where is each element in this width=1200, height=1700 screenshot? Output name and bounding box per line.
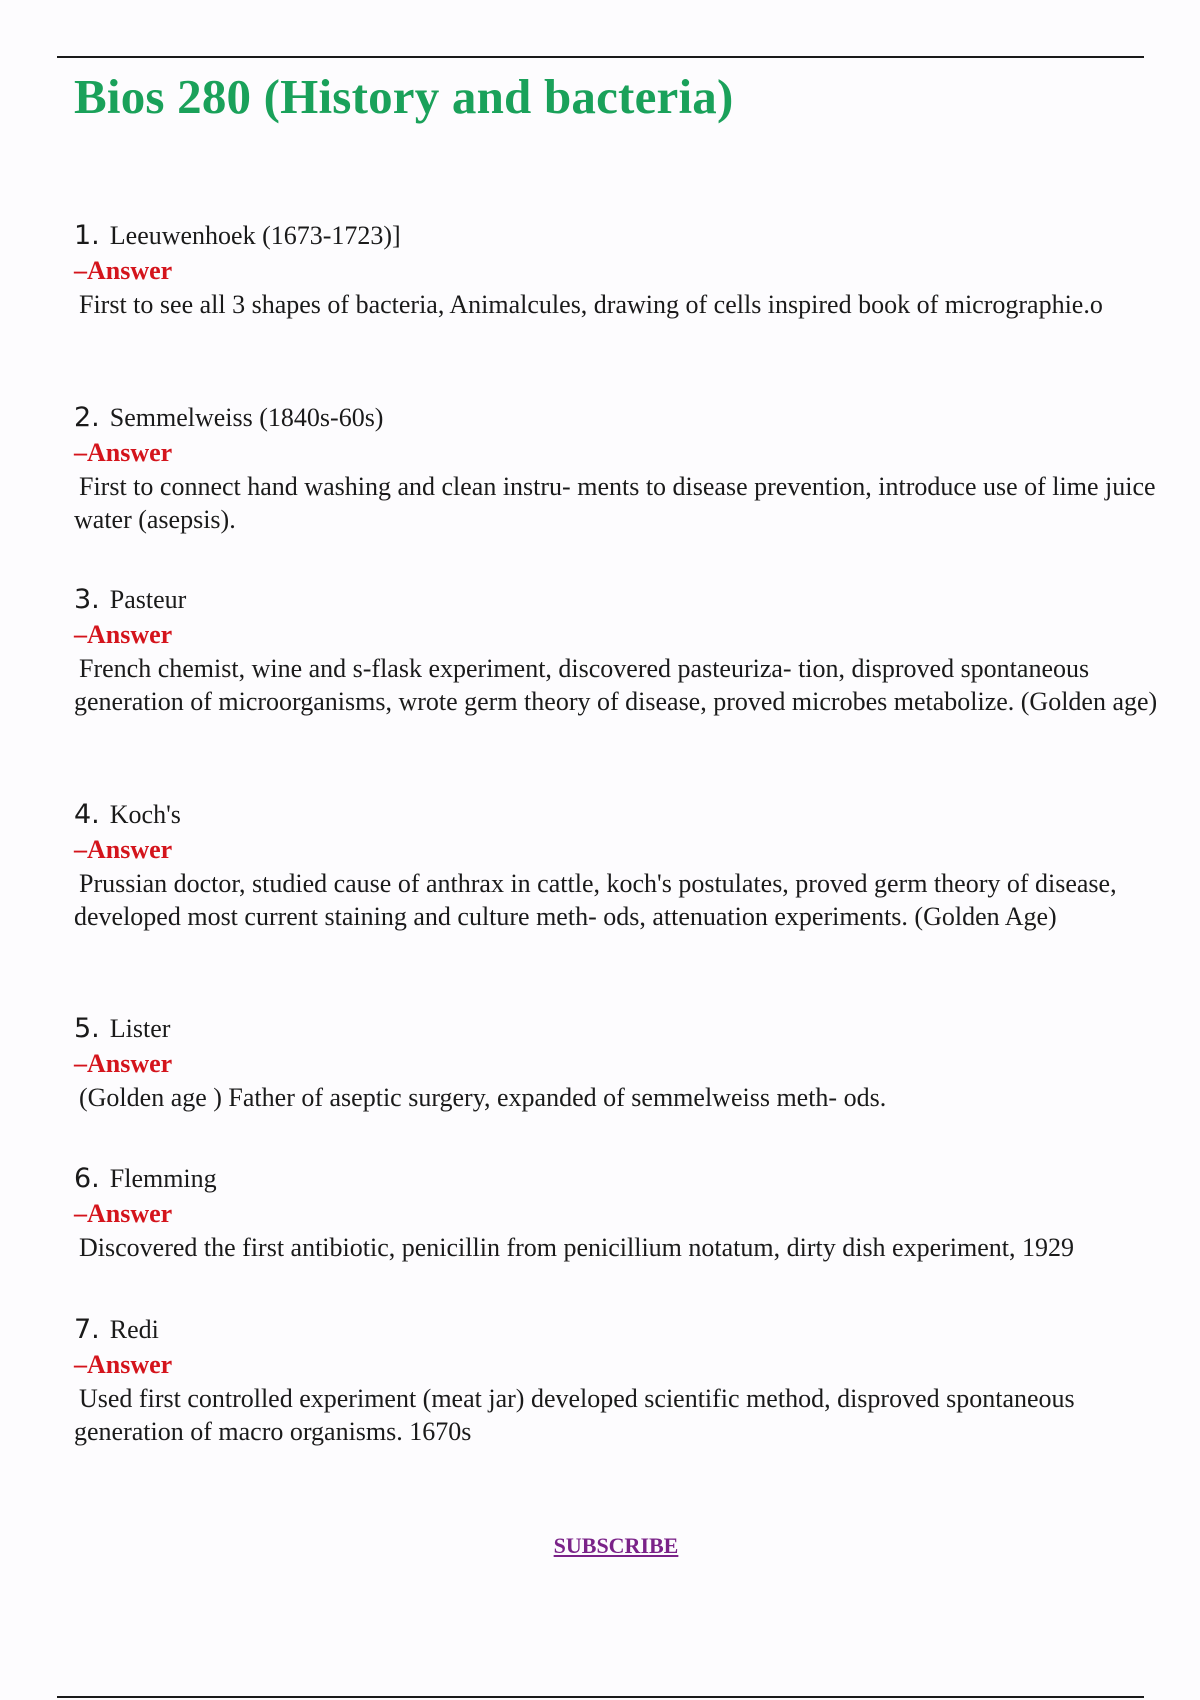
- question-line: [74, 1163, 1164, 1199]
- question-text: Leeuwenhoek (1673-1723)]: [109, 221, 401, 250]
- top-rule: [57, 56, 1144, 58]
- answer-label: –Answer: [74, 1049, 173, 1078]
- answer-label: –Answer: [74, 438, 173, 467]
- question-line: [74, 799, 1164, 835]
- question-number: 4.: [74, 799, 100, 830]
- question-text: Pasteur: [109, 585, 187, 614]
- question-line: [74, 402, 1164, 438]
- answer-text: Discovered the first antibiotic, penicillin from penicillium notatum, dirty dish experiment, 1929: [79, 1233, 1075, 1262]
- answer-label: –Answer: [74, 835, 173, 864]
- question-text: Redi: [109, 1315, 159, 1344]
- answer-text: Used first controlled experiment (meat jar) developed scientific method, disproved spontaneous generation of macro organisms. 1670s: [74, 1384, 1075, 1446]
- answer-text: (Golden age ) Father of aseptic surgery, expanded of semmelweiss meth- ods.: [79, 1083, 887, 1112]
- answer-label: –Answer: [74, 620, 173, 649]
- qa-item-2: [74, 402, 1164, 536]
- question-line: [74, 1314, 1164, 1350]
- qa-item-5: [74, 1013, 1164, 1114]
- question-line: [74, 220, 1164, 256]
- bottom-rule: [57, 1696, 1144, 1698]
- question-number: 3.: [74, 584, 100, 615]
- question-line: [74, 584, 1164, 620]
- answer-label: –Answer: [74, 256, 173, 285]
- subscribe-link[interactable]: SUBSCRIBE: [553, 1533, 679, 1558]
- question-number: 1.: [74, 220, 100, 251]
- question-text: Koch's: [109, 800, 181, 829]
- answer-label: –Answer: [74, 1350, 173, 1379]
- question-text: Flemming: [109, 1164, 217, 1193]
- answer-text: First to see all 3 shapes of bacteria, Animalcules, drawing of cells inspired book of micrographie.o: [79, 290, 1103, 319]
- answer-text: French chemist, wine and s-flask experiment, discovered pasteuriza- tion, disproved spontaneous generation of microorganisms, wrote germ theory of disease, proved microbes metabolize. (Golden age): [74, 654, 1158, 716]
- qa-item-7: [74, 1314, 1164, 1448]
- qa-item-3: [74, 584, 1164, 718]
- answer-label: –Answer: [74, 1199, 173, 1228]
- question-number: 5.: [74, 1013, 100, 1044]
- answer-text: Prussian doctor, studied cause of anthrax in cattle, koch's postulates, proved germ theory of disease, developed most current staining and culture meth- ods, attenuation experiments. (Golden Age): [74, 869, 1117, 931]
- page-title: Bios 280 (History and bacteria): [74, 69, 734, 124]
- question-number: 6.: [74, 1163, 100, 1194]
- qa-item-6: [74, 1163, 1164, 1264]
- qa-item-1: [74, 220, 1164, 321]
- question-text: Lister: [109, 1014, 171, 1043]
- qa-item-4: [74, 799, 1164, 933]
- question-number: 7.: [74, 1314, 100, 1345]
- question-line: [74, 1013, 1164, 1049]
- question-text: Semmelweiss (1840s-60s): [109, 403, 384, 432]
- question-number: 2.: [74, 402, 100, 433]
- answer-text: First to connect hand washing and clean instru- ments to disease prevention, introduce use of lime juice water (asepsis).: [74, 472, 1156, 534]
